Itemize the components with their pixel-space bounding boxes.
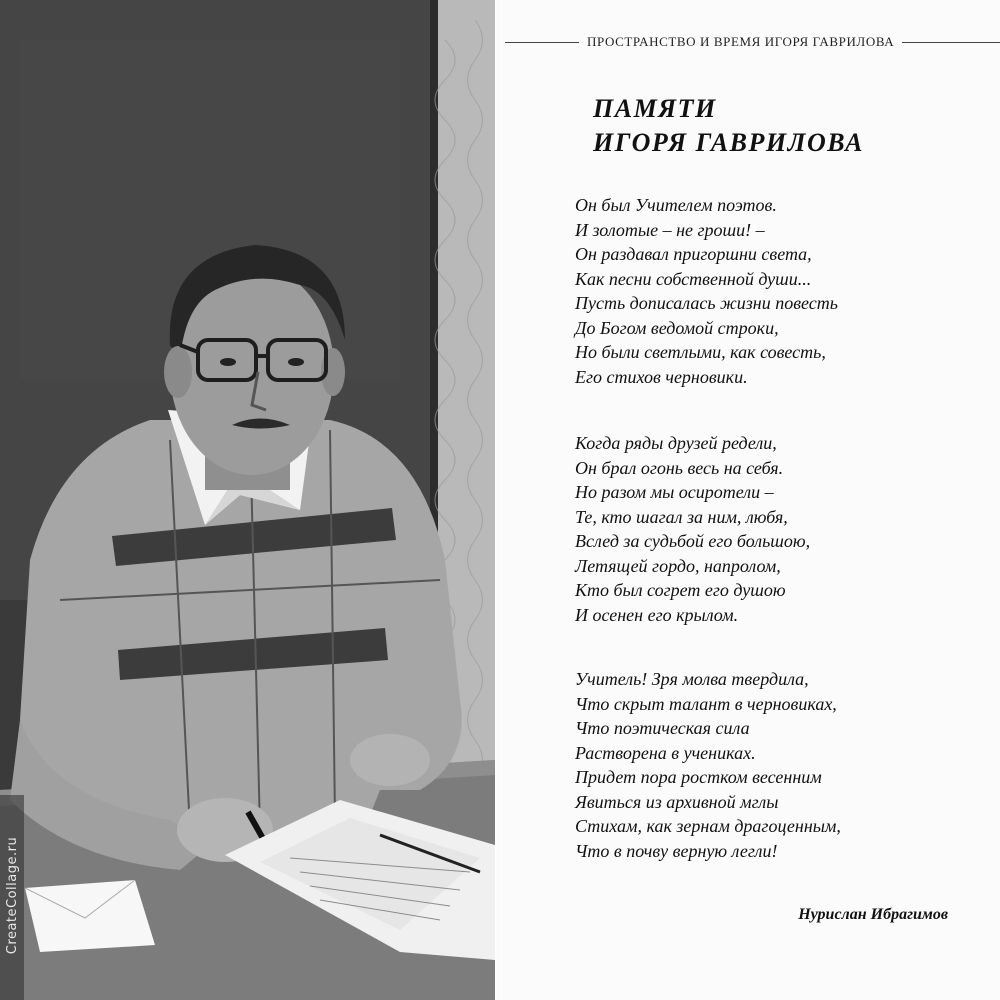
watermark [2, 795, 24, 995]
poem-line: Те, кто шагал за ним, любя, [575, 506, 788, 527]
stanza-1 [575, 193, 838, 389]
poem-line: Что скрыт талант в черновиках, [575, 693, 837, 714]
poem-line: Летящей гордо, напролом, [575, 555, 781, 576]
watermark-text: CreateCollage.ru [5, 836, 21, 954]
poem-page [497, 0, 1000, 1000]
poem-line: Он брал огонь весь на себя. [575, 457, 784, 478]
portrait-illustration [0, 0, 495, 1000]
poem-line: Как песни собственной души... [575, 268, 812, 289]
poem-line: Что поэтическая сила [575, 718, 750, 738]
stanza-2 [575, 431, 810, 627]
poem-line: Он раздавал пригоршни света, [575, 244, 812, 264]
poem-line: Стихам, как зернам драгоценным, [575, 816, 841, 836]
poem-line: Кто был согрет его душою [575, 580, 786, 600]
poem-line: И осенен его крылом. [575, 604, 739, 625]
poem-line: Его стихов черновики. [575, 366, 748, 387]
running-head-rule-left [505, 42, 579, 43]
running-head-rule-right [902, 42, 1000, 43]
poem-line: Явиться из архивной мглы [575, 791, 779, 812]
stanza-3 [575, 667, 841, 863]
poem-line: Учитель! Зря молва твердила, [575, 669, 809, 689]
poem-line: Растворена в учениках. [575, 742, 756, 763]
portrait-photo [0, 0, 495, 1000]
poem-line: Но разом мы осиротели – [575, 482, 774, 502]
running-head [505, 34, 1000, 50]
running-head-text: ПРОСТРАНСТВО И ВРЕМЯ ИГОРЯ ГАВРИЛОВА [587, 34, 895, 49]
poem-line: До Богом ведомой строки, [575, 317, 779, 338]
poem-line: Пусть дописалась жизни повесть [575, 293, 838, 313]
poem-line: Но были светлыми, как совесть, [575, 342, 826, 362]
poem-line: Когда ряды друзей редели, [575, 433, 777, 453]
poem-title-line: ПАМЯТИ [593, 94, 717, 123]
poem-author: Нурислан Ибрагимов [798, 906, 948, 923]
poem-line: Вслед за судьбой его большою, [575, 531, 811, 551]
poem-line: Он был Учителем поэтов. [575, 195, 777, 215]
poem-title [593, 92, 864, 160]
poem-line: И золотые – не гроши! – [575, 219, 765, 240]
poem-line: Придет пора ростком весенним [575, 767, 822, 787]
poem-line: Что в почву верную легли! [575, 840, 778, 861]
poem-title-line: ИГОРЯ ГАВРИЛОВА [593, 128, 864, 157]
